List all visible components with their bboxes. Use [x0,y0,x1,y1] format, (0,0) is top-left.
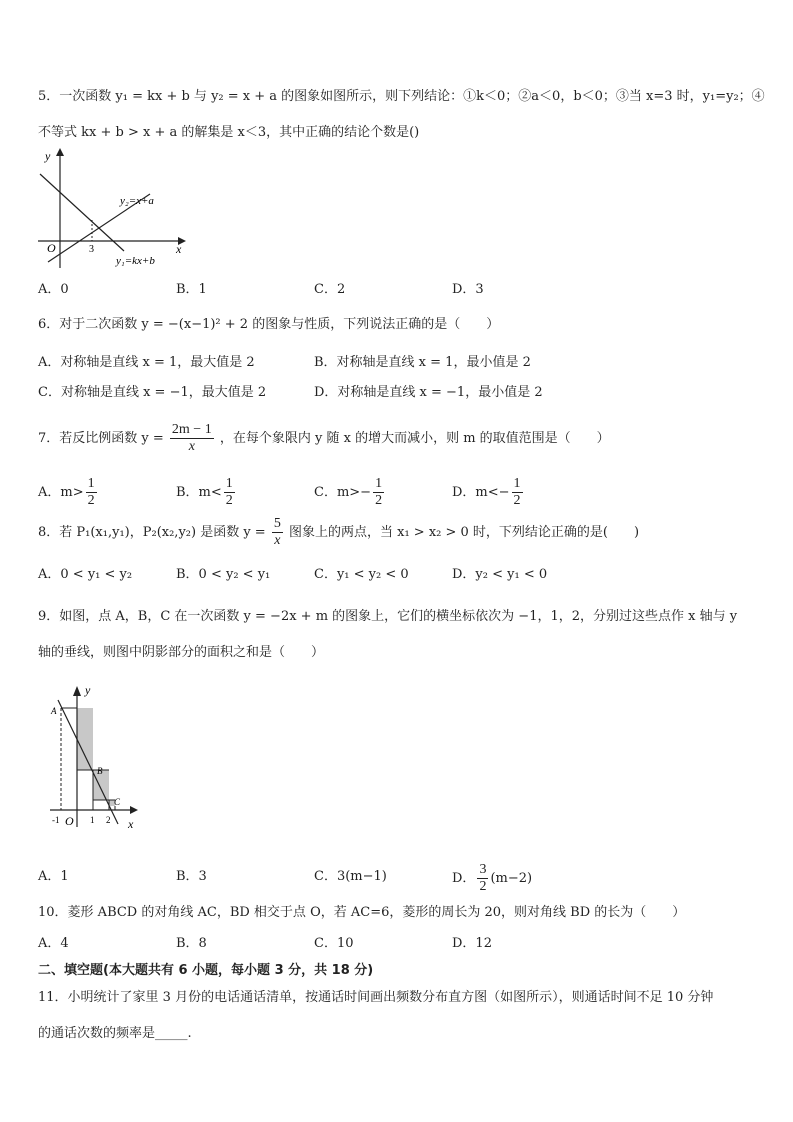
q11-text-line1: 11．小明统计了家里 3 月份的电话通话清单，按通话时间画出频数分布直方图（如图所示），则通话时间不足 10 分钟 [38,990,714,1005]
q7-frac-num: 2m − 1 [171,422,212,437]
q7-option-c-label: C．m>− [314,485,372,500]
q7-option-d-num: 1 [513,476,521,491]
q8-option-b: B．0 < y₂ < y₁ [176,567,271,582]
q9-text-line1: 9．如图，点 A，B，C 在一次函数 y = −2x + m 的图象上，它们的横坐标依次为 −1，1，2，分别过这些点作 x 轴与 y [38,609,738,624]
q7-option-d [452,474,525,512]
q10-options [38,935,598,953]
q7-options [38,474,598,514]
q7-option-c-den: 2 [375,493,383,508]
q7-prefix: 7．若反比例函数 y = [38,431,164,446]
q10-option-a: A．4 [38,936,69,951]
q9-tick-1: 1 [90,815,95,825]
q10-option-b: B．8 [176,936,207,951]
q8-option-d: D．y₂ < y₁ < 0 [452,567,548,582]
q7-option-b-num: 1 [225,476,233,491]
q9-option-c: C．3(m−1) [314,869,387,884]
section-2-title: 二、填空题(本大题共有 6 小题，每小题 3 分，共 18 分) [38,963,374,978]
q6-option-c: C．对称轴是直线 x = −1，最大值是 2 [38,385,267,400]
q7-option-b-label: B．m< [176,485,222,500]
q5-option-d: D．3 [452,282,484,297]
q9-shade-a [77,708,93,770]
q10-option-c: C．10 [314,936,354,951]
q7-text [38,420,610,458]
q7-option-a-num: 1 [87,476,95,491]
q8-prefix: 8．若 P₁(x₁,y₁)，P₂(x₂,y₂) 是函数 y = [38,525,266,540]
q9-option-d-den: 2 [479,879,487,894]
q7-option-c [314,474,386,512]
q5-line1-label: y₂=x+a [120,195,154,207]
q5-line2-label: y₁=kx+b [116,255,155,267]
q5-options [38,281,598,299]
q8-frac-den: x [274,533,281,548]
q5-tick-3: 3 [89,244,94,255]
q8-text [38,514,639,552]
q5-y-label: y [45,149,51,163]
q6-option-a: A．对称轴是直线 x = 1，最大值是 2 [38,355,255,370]
q7-option-d-den: 2 [513,493,521,508]
q5-option-c: C．2 [314,282,346,297]
q8-option-c: C．y₁ < y₂ < 0 [314,567,409,582]
q6-option-d: D．对称轴是直线 x = −1，最小值是 2 [314,385,543,400]
q7-option-a-label: A．m> [38,485,84,500]
q5-text-line1: 5．一次函数 y₁ = kx + b 与 y₂ = x + a 的图象如图所示，则下列结论：①k＜0；②a＜0，b＜0；③当 x=3 时，y₁=y₂；④ [38,89,765,104]
q9-options [38,862,598,898]
q9-option-b: B．3 [176,869,207,884]
q6-options-row1 [38,354,598,372]
q9-x-label: x [128,817,134,831]
q9-origin-label: O [65,814,74,828]
q7-suffix: ，在每个象限内 y 随 x 的增大而减小，则 m 的取值范围是（ ） [219,431,610,446]
q9-option-d-label: D． [452,871,476,886]
q8-frac-num: 5 [273,516,281,531]
q7-fraction [170,422,214,455]
q9-text-line2: 轴的垂线，则图中阴影部分的面积之和是（ ） [38,645,325,660]
q9-y-label: y [85,683,91,697]
q9-option-a: A．1 [38,869,69,884]
q9-point-c: C [114,797,121,807]
q5-graph [30,148,200,272]
q8-options [38,566,598,584]
q8-fraction [272,516,283,549]
q7-option-c-num: 1 [375,476,383,491]
q9-point-a: A [51,706,57,716]
q9-graph [40,682,150,832]
q5-text-line2: 不等式 kx + b > x + a 的解集是 x＜3，其中正确的结论个数是() [38,125,420,140]
q5-origin-label: O [47,241,56,255]
q7-option-b-den: 2 [225,493,233,508]
q6-text: 6．对于二次函数 y = −(x−1)² + 2 的图象与性质，下列说法正确的是（ ） [38,317,500,332]
q6-options-row2 [38,384,598,402]
q7-option-b [176,474,237,512]
q10-option-d: D．12 [452,936,492,951]
q9-option-d-after: (m−2) [490,871,533,886]
q7-option-a [38,474,99,512]
q6-option-b: B．对称轴是直线 x = 1，最小值是 2 [314,355,531,370]
q5-option-b: B．1 [176,282,207,297]
q10-text: 10．菱形 ABCD 的对角线 AC，BD 相交于点 O，若 AC=6，菱形的周长为 20，则对角线 BD 的长为（ ） [38,905,686,920]
q11-text-line2: 的通话次数的频率是_____. [38,1026,192,1041]
q8-suffix: 图象上的两点，当 x₁ > x₂ > 0 时，下列结论正确的是( ) [289,525,640,540]
q9-tick-2: 2 [106,815,111,825]
q9-point-b: B [97,766,103,776]
q9-option-d-num: 3 [479,862,487,877]
q5-x-label: x [176,242,182,256]
q7-option-a-den: 2 [87,493,95,508]
q9-option-d [452,862,532,896]
q5-option-a: A．0 [38,282,69,297]
q7-frac-den: x [188,439,195,454]
q9-tick-neg1: -1 [52,815,60,825]
q8-option-a: A．0 < y₁ < y₂ [38,567,133,582]
q7-option-d-label: D．m<− [452,485,510,500]
